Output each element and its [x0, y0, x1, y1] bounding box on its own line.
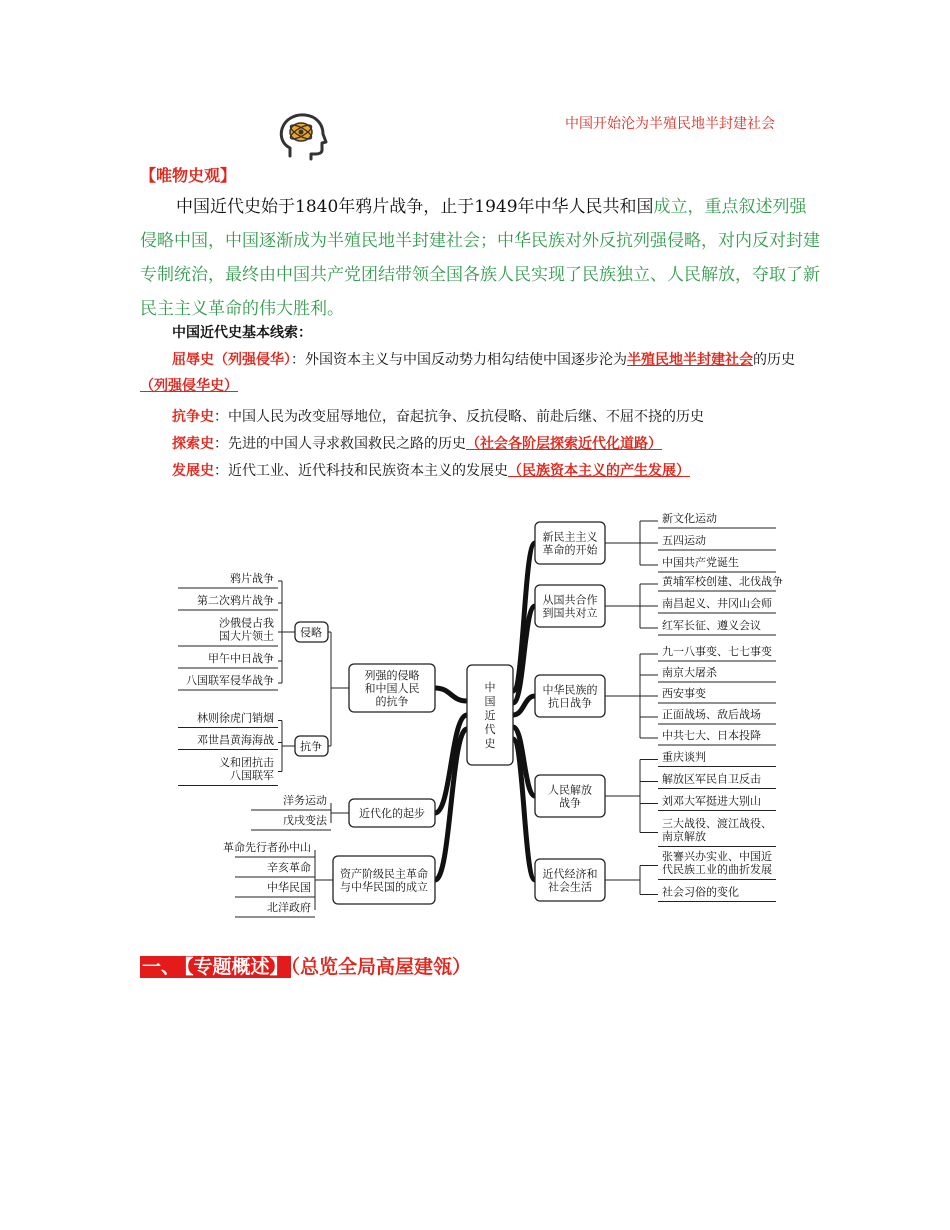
- leaf-label: 八国联军: [230, 769, 274, 782]
- leaf-label: 鸦片战争: [230, 572, 274, 585]
- leaf-label: 五四运动: [662, 534, 706, 547]
- sub-label: 侵略: [300, 626, 322, 639]
- mindmap-diagram: [170, 505, 790, 930]
- branch-label: 社会生活: [548, 880, 592, 894]
- leaf-label: 新文化运动: [662, 512, 717, 525]
- leaf-label: 南昌起义、井冈山会师: [662, 597, 772, 610]
- sub-label: 抗争: [300, 740, 322, 753]
- leaf-label: 邓世昌黄海海战: [197, 733, 274, 747]
- leaf-label: 中华民国: [267, 881, 311, 894]
- branch-label: 资产阶级民主革命: [340, 867, 428, 881]
- branch-label: 和中国人民: [364, 682, 420, 695]
- leaf-label: 张謇兴办实业、中国近: [662, 850, 772, 863]
- center-label: 史: [484, 737, 496, 750]
- branch-label: 列强的侵略: [364, 669, 420, 682]
- branch-label: 近代化的起步: [359, 807, 425, 820]
- leaf-label: 洋务运动: [283, 794, 327, 807]
- leaf-label: 中共七大、日本投降: [662, 729, 761, 742]
- center-label: 中: [484, 681, 496, 694]
- intro-text-a: 中国近代史始于: [176, 197, 295, 217]
- clue-text: ：先进的中国人寻求救国救民之路的历史: [214, 436, 466, 452]
- clue-struggle: [140, 404, 820, 430]
- clue-text: ：外国资本主义与中国反动势力相勾结使中国逐步沦为: [291, 352, 627, 368]
- clue-label: 发展史: [172, 463, 214, 479]
- branch-label: 人民解放: [548, 783, 592, 797]
- branch-label: 中华民族的: [542, 683, 598, 697]
- clue-note: （民族资本主义的产生发展）: [508, 463, 690, 479]
- header-title: 中国开始沦为半殖民地半封建社会: [565, 116, 775, 132]
- clue-note: （列强侵华史）: [140, 378, 238, 394]
- intro-text-b: 1840年鸦片战争，止于1949年中华人民共和国: [295, 197, 654, 217]
- leaf-label: 戊戌变法: [283, 814, 327, 827]
- center-label: 代: [484, 723, 496, 736]
- clue-exploration: [140, 431, 820, 457]
- clue-development: [140, 458, 820, 484]
- leaf-label: 红军长征、遵义会议: [662, 619, 761, 632]
- leaf-label: 解放区军民自卫反击: [662, 772, 761, 786]
- branch-label: 近代经济和: [542, 867, 598, 881]
- branch-label: 的抗争: [375, 695, 409, 708]
- clue-label: 探索史: [172, 436, 214, 452]
- clue-emphasis: 半殖民地半封建社会: [627, 352, 753, 368]
- leaf-label: 南京大屠杀: [662, 666, 717, 679]
- center-label: 近: [484, 709, 496, 722]
- leaf-label: 刘邓大军挺进大别山: [662, 794, 761, 808]
- section-heading-overview: [140, 952, 471, 979]
- clue-text-2: 的历史: [753, 352, 795, 368]
- branch-label: 与中华民国的成立: [340, 880, 428, 894]
- center-label: 国: [484, 695, 496, 708]
- leaf-label: 代民族工业的曲折发展: [662, 863, 772, 876]
- clue-text: ：中国人民为改变屈辱地位，奋起抗争、反抗侵略、前赴后继、不屈不挠的历史: [214, 409, 704, 425]
- leaf-label: 第二次鸦片战争: [197, 594, 274, 607]
- leaf-label: 重庆谈判: [662, 750, 706, 764]
- brain-head-icon: [276, 112, 328, 162]
- leaf-label: 社会习俗的变化: [662, 885, 739, 899]
- heading-prefix: 一、: [142, 956, 181, 978]
- leaf-label: 八国联军侵华战争: [186, 674, 274, 687]
- branch-label: 从国共合作: [542, 593, 598, 607]
- clue-label: 屈辱史（列强侵华）: [172, 352, 291, 368]
- leaf-label: 国大片领土: [219, 629, 274, 643]
- section-title: 【唯物史观】: [140, 166, 237, 185]
- clue-humiliation: [140, 347, 820, 399]
- leaf-label: 南京解放: [662, 830, 706, 843]
- leaf-label: 甲午中日战争: [208, 652, 274, 665]
- intro-paragraph: [140, 190, 820, 326]
- heading-suffix: （总览全局高屋建瓴）: [290, 956, 472, 978]
- clue-label: 抗争史: [172, 409, 214, 425]
- leaf-label: 中国共产党诞生: [662, 556, 739, 569]
- trunk-line: [435, 688, 467, 701]
- branch-label: 革命的开始: [542, 543, 598, 557]
- leaf-label: 沙俄侵占我: [219, 616, 274, 630]
- leaf-label: 西安事变: [662, 687, 706, 700]
- intro-text-c: 成立，重点叙述列强侵略中国，中国逐渐成为半殖民地半封建社会；中华民族对外反抗列强侵略，对内反对封建专制统治，最终由中国共产党团结带领全国各族人民实现了民族独立、人民解放，夺取了新民主主义革命的伟大胜利。: [140, 197, 820, 319]
- clue-note: （社会各阶层探索近代化道路）: [466, 436, 662, 452]
- leaf-label: 辛亥革命: [267, 861, 311, 874]
- leaf-label: 北洋政府: [267, 901, 311, 914]
- branch-label: 新民主主义: [542, 530, 598, 544]
- leaf-label: 九一八事变、七七事变: [662, 645, 772, 658]
- leaf-label: 革命先行者孙中山: [223, 841, 311, 854]
- leaf-label: 黄埔军校创建、北伐战争: [662, 575, 783, 588]
- leaf-label: 正面战场、敌后战场: [662, 708, 761, 721]
- leaf-label: 三大战役、渡江战役、: [662, 817, 772, 830]
- heading-highlight: 【专题概述】: [184, 956, 289, 978]
- leaf-label: 林则徐虎门销烟: [197, 711, 274, 725]
- clues-title: 中国近代史基本线索：: [172, 325, 312, 341]
- branch-label: 抗日战争: [548, 696, 592, 710]
- leaf-label: 义和团抗击: [219, 756, 274, 769]
- branch-label: 到国共对立: [542, 606, 598, 620]
- branch-label: 战争: [559, 796, 581, 810]
- clue-text: ：近代工业、近代科技和民族资本主义的发展史: [214, 463, 508, 479]
